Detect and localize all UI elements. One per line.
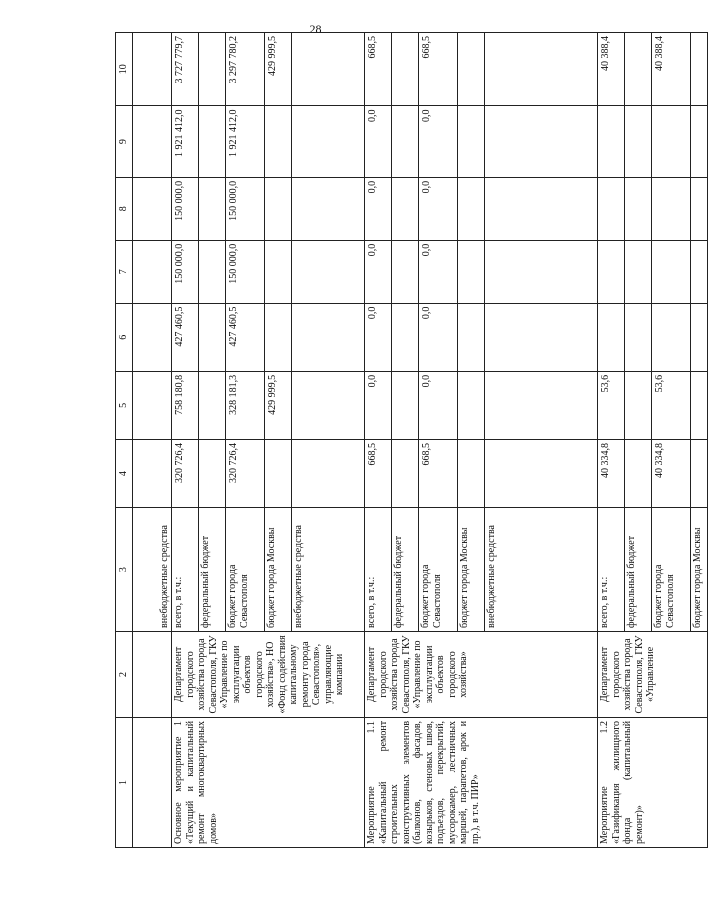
value-cell-v6: 427 460,5 (172, 303, 199, 371)
value-cell-v8: 150 000,0 (226, 177, 265, 240)
value-cell-v8 (392, 177, 419, 240)
value-cell-v9 (598, 106, 625, 177)
value-cell-v7: 150 000,0 (226, 240, 265, 303)
value-cell-v9 (458, 106, 485, 177)
value-cell-v4: 320 726,4 (172, 440, 199, 508)
value-cell-v8 (292, 177, 365, 240)
source-cell: бюджет города Москвы (691, 508, 708, 632)
value-cell-v4: 40 334,8 (652, 440, 691, 508)
measure-name-cell: Мероприятие 1.1 «Капитальный ремонт строительных конструктивных элементов (балконов, фасадов, козырьков, стеновых швов, подъездов, перекрытий, мусорокамер, лестничных маршей, парапетов, арок и пр.), в т.ч. ПИР» (365, 717, 598, 847)
table-row (133, 33, 172, 848)
value-cell-v6: 0,0 (365, 303, 392, 371)
measure-name-cell: Мероприятие 1.2 «Газификация жилищного фонда (капитальный ремонт)» (598, 717, 708, 847)
value-cell-v7 (625, 240, 652, 303)
source-cell: бюджет города Севастополя (226, 508, 265, 632)
value-cell-v5: 758 180,8 (172, 371, 199, 439)
value-cell-v9 (691, 106, 708, 177)
value-cell-v8: 0,0 (365, 177, 392, 240)
responsible-cell: Департамент городского хозяйства города Севастополя, ГКУ «Управление по эксплуатации объектов городского хозяйства», НО «Фонд содействия капитальному ремонту города Севастополя», управляющие компании (172, 631, 365, 717)
col-header-4: 4 (116, 440, 133, 508)
value-cell-v10: 3 297 780,2 (226, 33, 265, 107)
value-cell-v9 (625, 106, 652, 177)
value-cell-v5: 53,6 (652, 371, 691, 439)
source-cell: всего, в т.ч.: (365, 508, 392, 632)
responsible-cell: Департамент городского хозяйства города Севастополя, ГКУ «Управление (598, 631, 708, 717)
value-cell-v6 (652, 303, 691, 371)
value-cell-v8 (199, 177, 226, 240)
value-cell-v4 (458, 440, 485, 508)
value-cell-v5: 0,0 (419, 371, 458, 439)
value-cell-v5 (199, 371, 226, 439)
table-row (598, 33, 625, 848)
value-cell-v4 (292, 440, 365, 508)
value-cell-v4 (392, 440, 419, 508)
value-cell-v4: 40 334,8 (598, 440, 625, 508)
value-cell-v4: 320 726,4 (226, 440, 265, 508)
value-cell-v9: 1 921 412,0 (226, 106, 265, 177)
col-header-3: 3 (116, 508, 133, 632)
value-cell-v10: 668,5 (365, 33, 392, 107)
value-cell-v5: 328 181,3 (226, 371, 265, 439)
value-cell-v6 (458, 303, 485, 371)
value-cell-v4 (625, 440, 652, 508)
value-cell-v7 (485, 240, 598, 303)
value-cell-v10: 40 388,4 (652, 33, 691, 107)
value-cell-v6 (485, 303, 598, 371)
value-cell-v7 (598, 240, 625, 303)
source-cell: внебюджетные средства (485, 508, 598, 632)
value-cell-v4 (199, 440, 226, 508)
value-cell-v6 (392, 303, 419, 371)
value-cell-v5: 429 999,5 (265, 371, 292, 439)
value-cell-v8: 0,0 (419, 177, 458, 240)
col-header-5: 5 (116, 371, 133, 439)
value-cell-v6 (199, 303, 226, 371)
value-cell-v7 (458, 240, 485, 303)
value-cell-v6 (292, 303, 365, 371)
col-header-10: 10 (116, 33, 133, 107)
col-header-8: 8 (116, 177, 133, 240)
col-header-1: 1 (116, 717, 133, 847)
value-cell-v4: 668,5 (365, 440, 392, 508)
value-cell-v7 (265, 240, 292, 303)
col-header-6: 6 (116, 303, 133, 371)
value-cell-v8 (625, 177, 652, 240)
source-cell: бюджет города Севастополя (419, 508, 458, 632)
value-cell-v8 (485, 177, 598, 240)
value-cell-v9 (392, 106, 419, 177)
source-cell: федеральный бюджет (199, 508, 226, 632)
value-cell-v4 (485, 440, 598, 508)
value-cell-v7 (292, 240, 365, 303)
value-cell-v10 (485, 33, 598, 107)
source-cell: внебюджетные средства (133, 508, 172, 632)
source-cell: бюджет города Москвы (265, 508, 292, 632)
value-cell-v7 (652, 240, 691, 303)
source-cell: внебюджетные средства (292, 508, 365, 632)
value-cell-v10: 3 727 779,7 (172, 33, 199, 107)
value-cell-v8: 150 000,0 (172, 177, 199, 240)
sections-body (172, 33, 708, 848)
value-cell-v8 (598, 177, 625, 240)
value-cell-v8 (458, 177, 485, 240)
value-cell-v10: 668,5 (419, 33, 458, 107)
page-number: 28 (309, 22, 322, 36)
value-cell-v9 (485, 106, 598, 177)
responsible-cell: Департамент городского хозяйства города Севастополя, ГКУ «Управление по эксплуатации объектов городского хозяйства» (365, 631, 598, 717)
source-cell: бюджет города Севастополя (652, 508, 691, 632)
value-cell-v5 (292, 371, 365, 439)
value-cell-v9 (652, 106, 691, 177)
value-cell-v5 (485, 371, 598, 439)
empty-cell (133, 631, 172, 717)
value-cell-v9: 0,0 (365, 106, 392, 177)
source-cell: федеральный бюджет (625, 508, 652, 632)
source-cell: бюджет города Москвы (458, 508, 485, 632)
value-cell-v7: 0,0 (419, 240, 458, 303)
header-row (116, 33, 133, 848)
value-cell-v9: 1 921 412,0 (172, 106, 199, 177)
measure-name-cell: Основное мероприятие 1 «Текущий и капитальный ремонт многоквартирных домов» (172, 717, 365, 847)
value-cell-v5 (392, 371, 419, 439)
value-cell-v5: 0,0 (365, 371, 392, 439)
value-cell-v6 (625, 303, 652, 371)
value-cell-v7: 0,0 (365, 240, 392, 303)
empty-cell (133, 717, 172, 847)
value-cell-v8 (652, 177, 691, 240)
value-cell-v4 (265, 440, 292, 508)
rotated-table-container (115, 32, 703, 848)
value-cell-v5 (691, 371, 708, 439)
col-header-2: 2 (116, 631, 133, 717)
value-cell-v9: 0,0 (419, 106, 458, 177)
value-cell-v7 (691, 240, 708, 303)
value-cell-v5: 53,6 (598, 371, 625, 439)
value-cell-v9 (265, 106, 292, 177)
value-cell-v9 (199, 106, 226, 177)
table-row (172, 33, 199, 848)
value-cell-v4 (691, 440, 708, 508)
value-cell-v10 (625, 33, 652, 107)
value-cell-v6 (265, 303, 292, 371)
value-cell-v9 (292, 106, 365, 177)
value-cell-v10 (199, 33, 226, 107)
value-cell-v5 (458, 371, 485, 439)
value-cell-v8 (691, 177, 708, 240)
value-cell-v7: 150 000,0 (172, 240, 199, 303)
value-cell-v7 (199, 240, 226, 303)
col-header-7: 7 (116, 240, 133, 303)
col-header-9: 9 (116, 106, 133, 177)
value-cell-v10 (458, 33, 485, 107)
value-cell-v10 (691, 33, 708, 107)
source-cell: всего, в т.ч.: (172, 508, 199, 632)
table-row (365, 33, 392, 848)
value-cell-v10: 429 999,5 (265, 33, 292, 107)
value-cell-v10: 40 388,4 (598, 33, 625, 107)
value-cell-v10 (392, 33, 419, 107)
value-cell-v10 (292, 33, 365, 107)
value-cell-v6: 427 460,5 (226, 303, 265, 371)
source-cell: федеральный бюджет (392, 508, 419, 632)
budget-table (115, 32, 708, 848)
value-cell-v6 (598, 303, 625, 371)
value-cell-v4: 668,5 (419, 440, 458, 508)
value-cell-v6: 0,0 (419, 303, 458, 371)
value-cell-v7 (392, 240, 419, 303)
source-cell: всего, в т.ч.: (598, 508, 625, 632)
value-cell-v6 (691, 303, 708, 371)
value-cell-v8 (265, 177, 292, 240)
value-cell-v5 (625, 371, 652, 439)
